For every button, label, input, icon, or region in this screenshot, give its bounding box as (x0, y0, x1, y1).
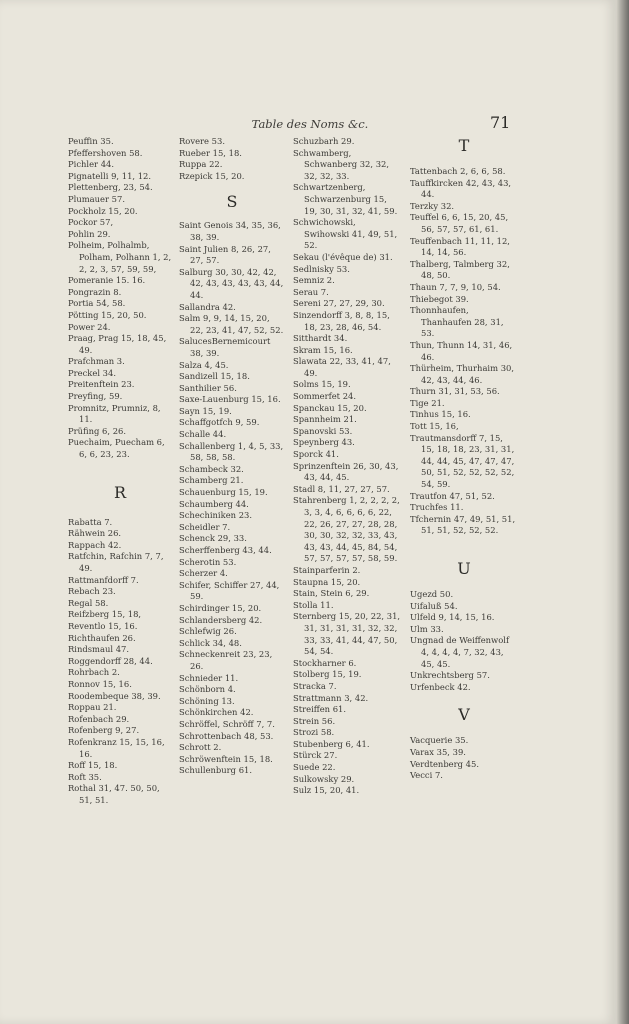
index-entry: Santhilier 56. (179, 382, 237, 393)
index-entry: Schuzbarh 29. (293, 136, 355, 146)
index-entry: Ulfeld 9, 14, 15, 16. (410, 612, 495, 623)
index-entry: Spannheim 21. (293, 414, 357, 425)
index-entry: Plumauer 57. (68, 193, 125, 204)
index-entry: Schirdinger 15, 20. (179, 602, 262, 613)
index-entry: Rothal 31, 47. 50, 50, 51, 51. (68, 783, 160, 805)
index-entry: Sporck 41. (293, 449, 339, 460)
index-entry: Suede 22. (293, 762, 336, 773)
index-entry: Unkrechtsberg 57. (410, 670, 490, 681)
index-column-1 (68, 136, 172, 806)
index-entry: Saint Julien 8, 26, 27, 27, 57. (179, 243, 271, 266)
index-entry: Tott 15, 16, (410, 421, 459, 432)
index-entry: Rappach 42. (68, 539, 122, 550)
index-entry: Stolberg 15, 19. (293, 669, 362, 680)
index-entry: Ronnov 15, 16. (68, 678, 132, 689)
index-entry: Ungnad de Weiffenwolf 4, 4, 4, 4, 7, 32, 43, 45, 45. (410, 635, 510, 669)
index-entry: Tinhus 15, 16. (410, 409, 471, 420)
index-entry: Schaffgotfch 9, 59. (179, 417, 260, 428)
index-entry: Strein 56. (293, 715, 336, 726)
index-entry: Sekau (l'évêque de) 31. (293, 251, 393, 262)
section-letter-t: T (458, 136, 470, 155)
index-entry: Schlefwig 26. (179, 626, 237, 637)
index-entry: Preyfing, 59. (68, 391, 123, 402)
index-entry: Saxe-Lauenburg 15, 16. (179, 394, 281, 405)
index-entry: Trautmansdorff 7, 15, 15, 18, 18, 23, 31, 31, 44, 44, 45, 47, 47, 47, 50, 51, 52, 52, 52, 52, 54, 59. (410, 432, 515, 490)
index-entry: Rofenkranz 15, 15, 16, 16. (68, 736, 165, 759)
index-entry: Stracka 7. (293, 680, 337, 691)
index-entry: Rueber 15, 18. (179, 147, 242, 158)
section-letter-s: S (226, 192, 238, 212)
index-entry: Roodembeque 38, 39. (68, 690, 161, 701)
index-entry: Prafchman 3. (68, 356, 125, 367)
index-entry: Ruppa 22. (179, 159, 223, 170)
index-entry: Schwamberg, Schwanberg 32, 32, 32, 32, 33. (293, 147, 390, 181)
index-entry: Terzky 32. (410, 200, 455, 211)
index-entry: Schrottenbach 48, 53. (179, 730, 274, 741)
index-entry: Schlandersberg 42. (179, 614, 263, 625)
index-entry: Solms 15, 19. (293, 379, 351, 390)
index-entry: Pockholz 15, 20. (68, 205, 138, 216)
index-entry: Ratfchin, Rafchin 7, 7, 49. (68, 551, 164, 573)
index-entry: Vecci 7. (410, 770, 443, 781)
index-entry: Rofenberg 9, 27. (68, 725, 140, 736)
index-entry: Staupna 15, 20. (293, 576, 361, 587)
index-entry: Rohrbach 2. (68, 667, 120, 678)
index-entry: Sternberg 15, 20, 22, 31, 31, 31, 31, 31, 32, 32, 33, 33, 41, 44, 47, 50, 54, 54. (293, 611, 401, 657)
index-entry: Schröwenftein 15, 18. (179, 753, 273, 764)
index-entry: Skram 15, 16. (293, 344, 353, 355)
index-entry: Teuffenbach 11, 11, 12, 14, 14, 56. (410, 235, 510, 258)
index-entry: Saint Genois 34, 35, 36, 38, 39. (179, 220, 281, 242)
index-entry: Scherffenberg 43, 44. (179, 545, 272, 555)
index-entry: Speynberg 43. (293, 437, 355, 448)
index-entry: Thun, Thunn 14, 31, 46, 46. (410, 339, 513, 362)
index-entry: Stubenberg 6, 41. (293, 738, 370, 749)
index-entry: Schalle 44. (179, 429, 227, 440)
index-entry: Spanovski 53. (293, 425, 353, 436)
index-entry: Strozi 58. (293, 727, 335, 738)
index-entry: Salm 9, 9, 14, 15, 20, 22, 23, 41, 47, 52, 52. (179, 313, 284, 335)
index-entry: Rebach 23. (68, 586, 116, 597)
index-entry: Stadl 8, 11, 27, 27, 57. (293, 483, 390, 494)
index-column-3 (293, 136, 401, 797)
index-entry: Pongrazin 8. (68, 286, 122, 297)
index-entry: Semniz 2. (293, 275, 335, 286)
index-entry: Sommerfet 24. (293, 391, 357, 402)
index-entry: Sinzendorff 3, 8, 8, 15, 18, 23, 28, 46, 54. (293, 309, 390, 332)
index-entry: Schöning 13. (179, 695, 235, 706)
index-entry: Stahrenberg 1, 2, 2, 2, 2, 3, 3, 4, 6, 6, 6, 6, 22, 22, 26, 27, 27, 28, 28, 30, 30, 32, 32, 33, 43, 43, 43, 44, 45, 84, 54, 57, 57, 57, 57, 58, 59. (293, 495, 400, 564)
index-entry: Truchfes 11. (410, 502, 464, 513)
index-entry: Salza 4, 45. (179, 359, 229, 370)
page-edge (616, 0, 629, 1024)
index-entry: Thürheim, Thurhaim 30, 42, 43, 44, 46. (410, 363, 515, 385)
index-entry: Vacquerie 35. (410, 735, 469, 746)
index-entry: Rindsmaul 47. (68, 644, 130, 655)
index-entry: Thonnhaufen, Thanhaufen 28, 31, 53. (410, 305, 504, 339)
index-entry: Sulz 15, 20, 41. (293, 785, 360, 796)
index-entry: Schwichowski, Swihowski 41, 49, 51, 52. (293, 217, 398, 251)
index-entry: Schambeck 32. (179, 463, 244, 474)
index-entry: Thaun 7, 7, 9, 10, 54. (410, 281, 501, 292)
index-entry: Strattmann 3, 42. (293, 692, 369, 703)
index-entry: Roppau 21. (68, 702, 117, 713)
index-entry: Thalberg, Talmberg 32, 48, 50. (410, 258, 510, 281)
index-entry: Schauenburg 15, 19. (179, 487, 268, 498)
index-entry: Plettenberg, 23, 54. (68, 182, 153, 193)
index-entry: Scherotin 53. (179, 556, 237, 567)
index-entry: Schönkirchen 42. (179, 707, 254, 718)
index-entry: Pfeffershoven 58. (68, 147, 143, 158)
index-entry: Spanckau 15, 20. (293, 402, 367, 413)
index-entry: Thiebegot 39. (410, 293, 469, 304)
index-column-4 (410, 136, 518, 782)
index-entry: Sprinzenftein 26, 30, 43, 43, 44, 45. (293, 460, 399, 483)
index-entry: Roggendorff 28, 44. (68, 655, 153, 666)
index-entry: Prüfing 6, 26. (68, 425, 127, 436)
index-entry: Scheidler 7. (179, 521, 231, 532)
index-entry: Preitenftein 23. (68, 379, 135, 390)
index-entry: Varax 35, 39. (410, 746, 466, 757)
index-entry: Thurn 31, 31, 53, 56. (410, 386, 500, 397)
index-entry: Schönborn 4. (179, 684, 236, 695)
section-letter-u: U (457, 559, 471, 578)
index-entry: Sandizell 15, 18. (179, 371, 250, 382)
page-number: 71 (490, 113, 511, 132)
index-entry: Pockor 57, (68, 217, 114, 228)
index-entry: Ugezd 50. (410, 589, 454, 599)
index-entry: Schröffel, Schröff 7, 7. (179, 718, 275, 729)
index-entry: Schallenberg 1, 4, 5, 33, 58, 58, 58. (179, 440, 284, 463)
section-letter-v: V (458, 705, 470, 725)
index-entry: Salburg 30, 30, 42, 42, 42, 43, 43, 43, 43, 44, 44. (179, 266, 284, 300)
index-entry: Ulm 33. (410, 623, 444, 634)
index-entry: Sallandra 42. (179, 301, 236, 312)
index-entry: Preckel 34. (68, 367, 116, 378)
index-entry: Stockharner 6. (293, 657, 357, 668)
index-entry: Rähwein 26. (68, 528, 122, 539)
index-entry: Schamberg 21. (179, 475, 244, 486)
index-entry: Urfenbeck 42. (410, 681, 471, 692)
index-entry: Promnitz, Prumniz, 8, 11. (68, 402, 161, 425)
index-entry: Sereni 27, 27, 29, 30. (293, 298, 385, 309)
index-entry: Stürck 27. (293, 750, 338, 761)
index-entry: Pichler 44. (68, 159, 115, 170)
index-entry: Reventlo 15, 16. (68, 620, 138, 631)
index-entry: Peuffin 35. (68, 136, 114, 146)
index-entry: Stolla 11. (293, 599, 334, 610)
index-entry: SalucesBernemicourt 38, 39. (179, 336, 271, 358)
index-entry: Uifaluß 54. (410, 600, 458, 611)
index-entry: Power 24. (68, 321, 111, 332)
index-entry: Trautfon 47, 51, 52. (410, 490, 495, 501)
index-entry: Puechaim, Puecham 6, 6, 6, 23, 23. (68, 437, 165, 460)
index-entry: Rabatta 7. (68, 516, 113, 527)
index-entry: Regal 58. (68, 597, 109, 608)
index-entry: Schenck 29, 33. (179, 533, 247, 544)
index-entry: Pomeranie 15. 16. (68, 275, 146, 286)
index-entry: Schrott 2. (179, 742, 222, 753)
index-entry: Rovere 53. (179, 136, 225, 146)
index-entry: Schneckenreit 23, 23, 26. (179, 649, 273, 671)
index-entry: Schullenburg 61. (179, 765, 253, 776)
index-entry: Rattmanfdorff 7. (68, 574, 139, 585)
index-entry: Roff 15, 18. (68, 760, 118, 771)
index-entry: Tige 21. (410, 397, 445, 408)
index-entry: Sulkowsky 29. (293, 773, 355, 784)
index-entry: Roft 35. (68, 771, 102, 782)
index-entry: Portia 54, 58. (68, 298, 126, 309)
index-entry: Pignatelli 9, 11, 12. (68, 170, 152, 181)
index-entry: Slawata 22, 33, 41, 47, 49. (293, 356, 391, 378)
index-entry: Tattenbach 2, 6, 6, 58. (410, 166, 506, 176)
page-title: Table des Noms &c. (251, 117, 369, 131)
index-entry: Reifzberg 15, 18, (68, 609, 142, 620)
index-entry: Schnieder 11. (179, 672, 239, 683)
index-entry: Sedlnisky 53. (293, 263, 350, 274)
index-entry: Streiffen 61. (293, 704, 347, 715)
section-letter-r: R (113, 482, 127, 502)
index-entry: Tfchernin 47, 49, 51, 51, 51, 51, 52, 52, 52. (410, 513, 516, 536)
index-entry: Schaumberg 44. (179, 498, 249, 509)
index-entry: Schechiniken 23. (179, 510, 253, 521)
index-entry: Verdtenberg 45. (410, 758, 479, 769)
index-entry: Stainparferin 2. (293, 564, 361, 575)
index-entry: Rzepick 15, 20. (179, 170, 245, 181)
index-entry: Scherzer 4. (179, 568, 228, 579)
index-entry: Tauffkircken 42, 43, 43, 44. (410, 177, 512, 200)
index-entry: Sitthardt 34. (293, 333, 348, 344)
index-column-2 (179, 136, 285, 777)
index-entry: Stain, Stein 6, 29. (293, 588, 370, 599)
index-entry: Polheim, Polhalmb, Polham, Polhann 1, 2, 2, 2, 3, 57, 59, 59, (68, 240, 172, 274)
index-entry: Serau 7. (293, 286, 329, 297)
index-entry: Pohlin 29. (68, 228, 111, 239)
index-entry: Sayn 15, 19. (179, 405, 232, 416)
index-entry: Teuffel 6, 6, 15, 20, 45, 56, 57, 57, 61, 61. (410, 212, 509, 234)
index-entry: Praag, Prag 15, 18, 45, 49. (68, 333, 167, 355)
index-entry: Rofenbach 29. (68, 713, 130, 724)
index-entry: Schwartzenberg, Schwarzenburg 15, 19, 30, 31, 32, 41, 59. (293, 182, 398, 216)
index-entry: Schifer, Schiffer 27, 44, 59. (179, 579, 280, 602)
index-entry: Pötting 15, 20, 50. (68, 309, 147, 320)
index-entry: Richthaufen 26. (68, 632, 136, 643)
index-entry: Schlick 34, 48. (179, 637, 242, 648)
